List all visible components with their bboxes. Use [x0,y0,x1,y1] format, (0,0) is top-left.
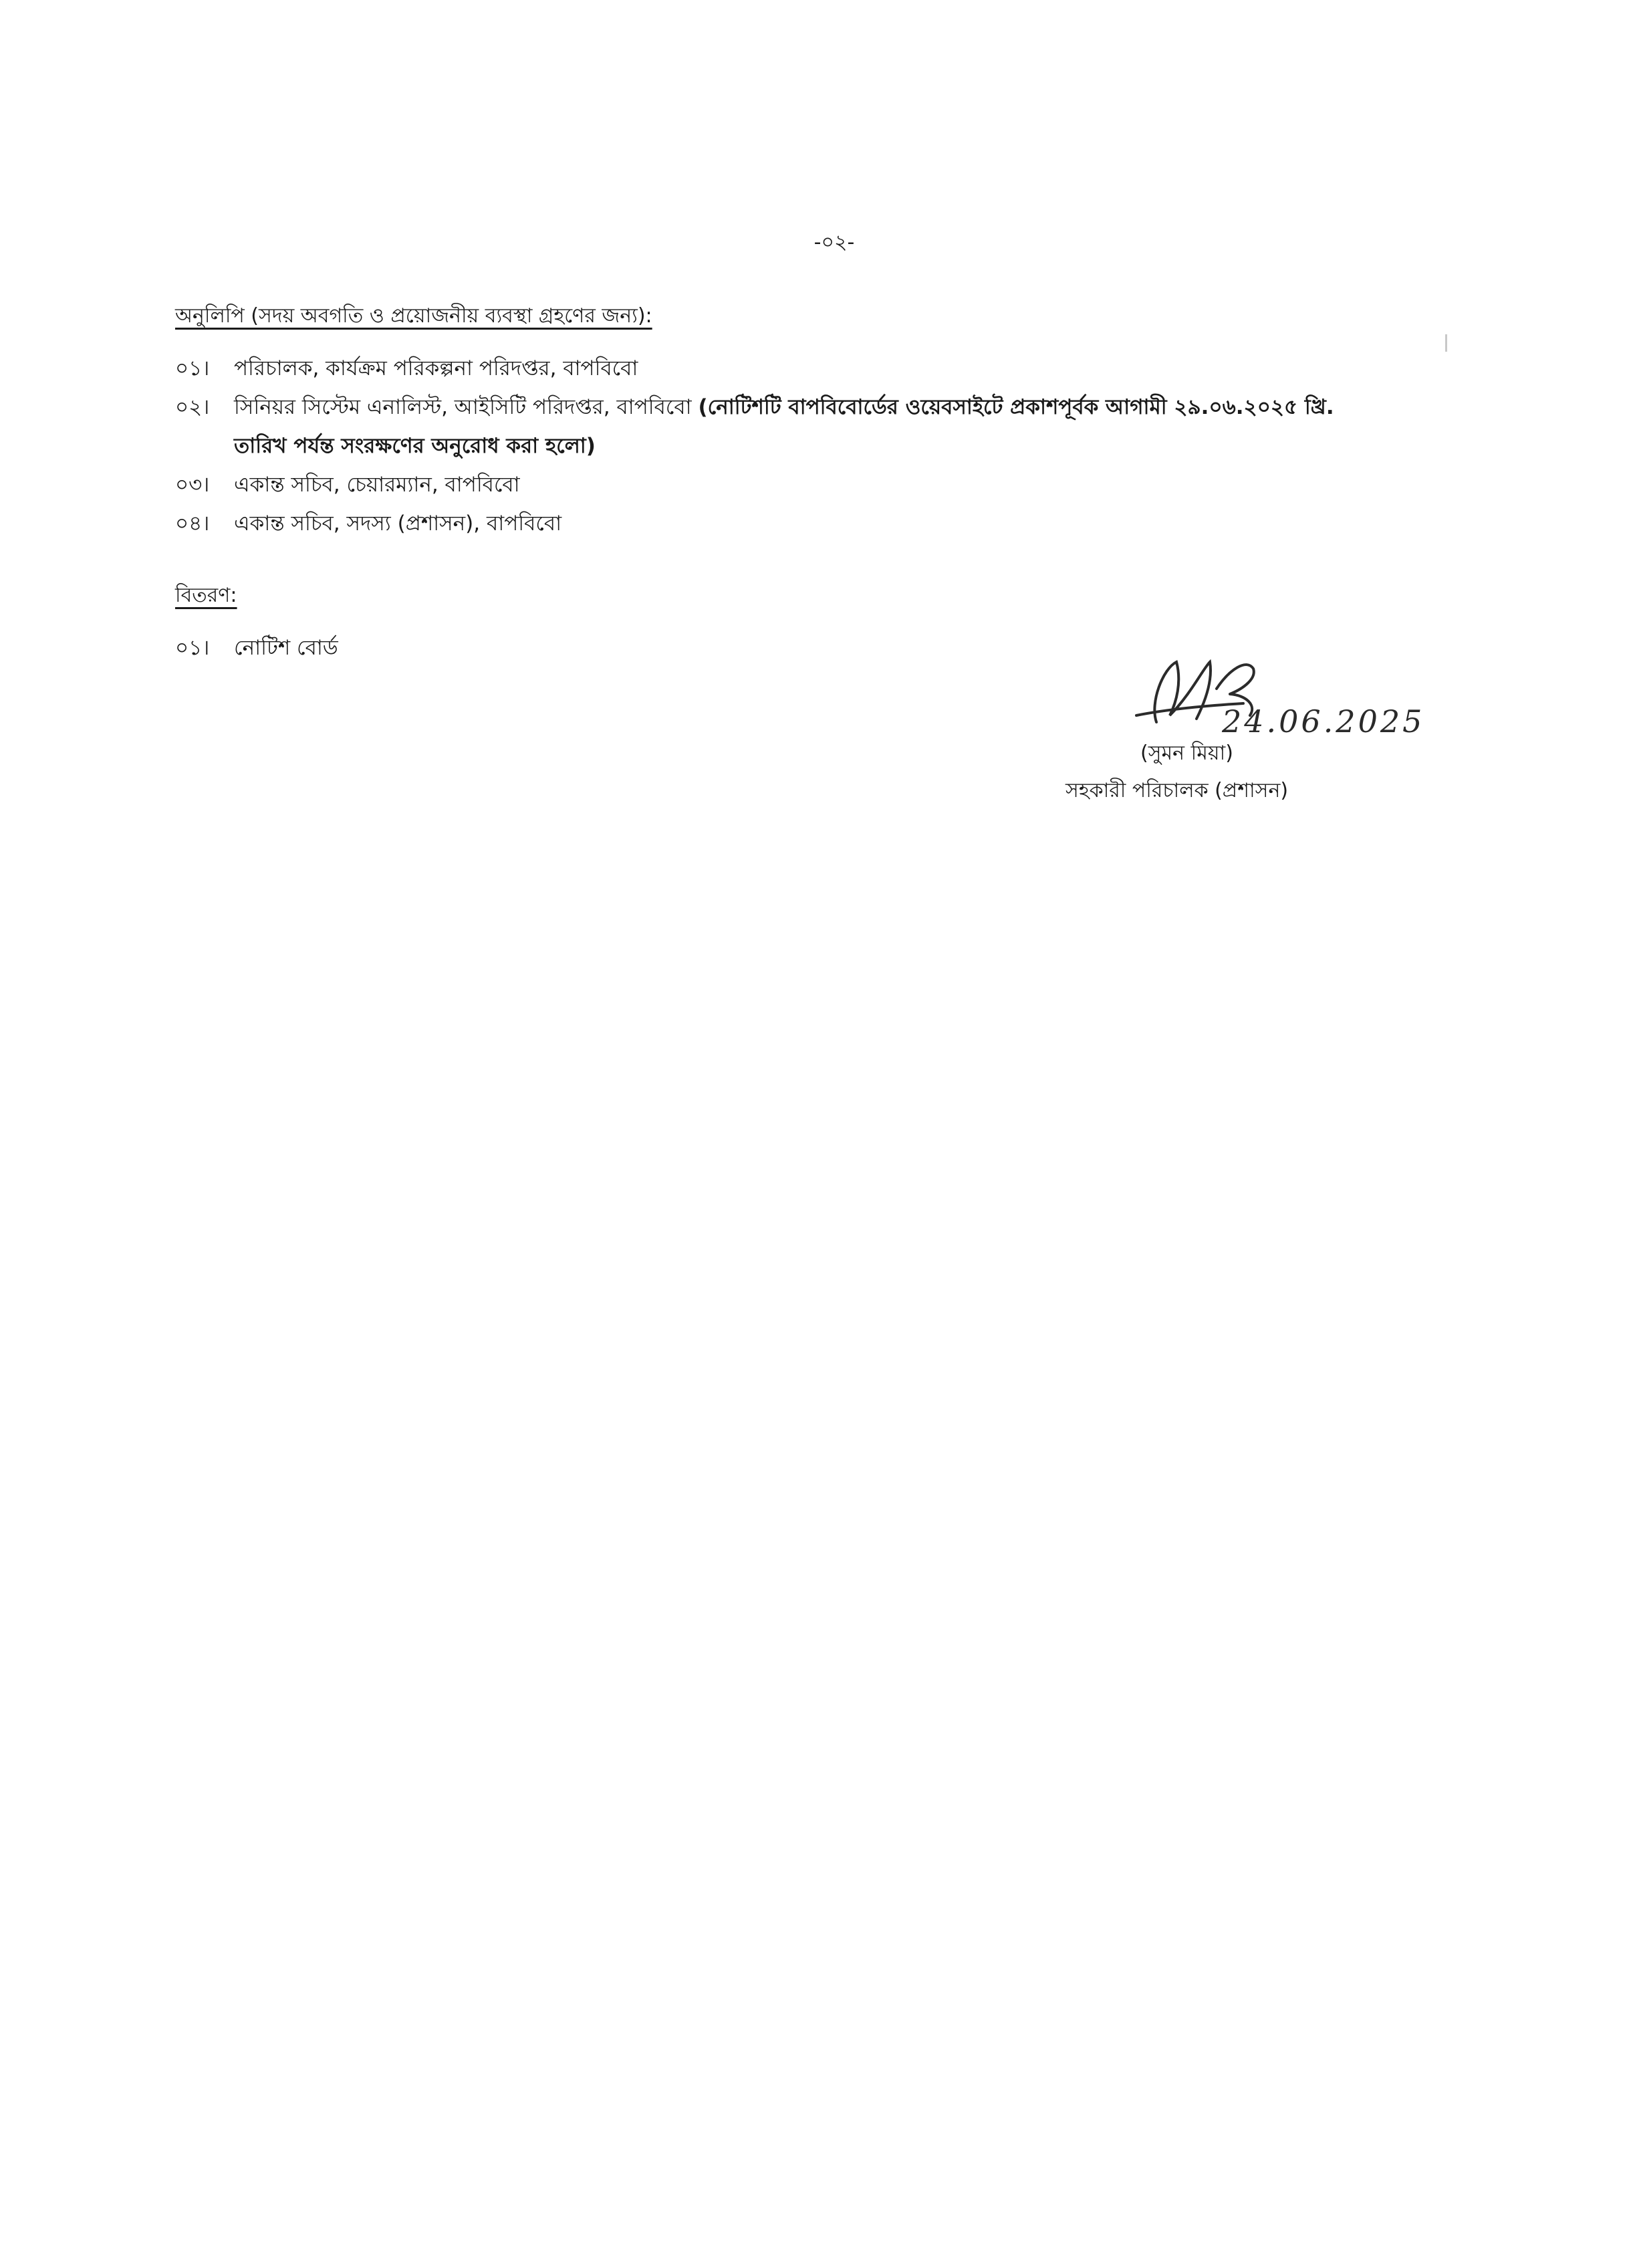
signatory-title: সহকারী পরিচালক (প্রশাসন) [1065,779,1289,802]
list-item [175,504,1378,543]
item-note: (নোটিশটি বাপবিবোর্ডের ওয়েবসাইটে প্রকাশপূর্বক আগামী ২৯.০৬.২০২৫ খ্রি. তারিখ পর্যন্ত সংরক্ষণের অনুরোধ করা হলো) [234,395,1334,458]
item-text: একান্ত সচিব, চেয়ারম্যান, বাপবিবো [234,473,520,497]
item-number: ০২। [175,395,210,419]
item-text: সিনিয়র সিস্টেম এনালিস্ট, আইসিটি পরিদপ্তর, বাপবিবো [234,395,692,419]
list-item [175,349,1378,388]
scan-mark [1445,334,1447,352]
item-text: পরিচালক, কার্যক্রম পরিকল্পনা পরিদপ্তর, বাপবিবো [234,356,638,380]
list-item [175,465,1378,504]
item-text: নোটিশ বোর্ড [234,636,338,660]
item-number: ০১। [175,356,210,380]
signatory-name: (সুমন মিয়া) [1140,742,1233,765]
list-item [175,388,1378,465]
signature-date: 24.06.2025 [1222,703,1425,740]
item-text: একান্ত সচিব, সদস্য (প্রশাসন), বাপবিবো [234,512,562,536]
page-number: -০২- [813,231,855,254]
copy-list [175,349,1378,543]
item-number: ০৩। [175,473,210,497]
copy-section-heading: অনুলিপি (সদয় অবগতি ও প্রয়োজনীয় ব্যবস্থা গ্রহণের জন্য): [175,304,652,328]
distribution-section-heading: বিতরণ: [175,584,237,607]
item-number: ০৪। [175,512,210,536]
item-number: ০১। [175,636,210,660]
